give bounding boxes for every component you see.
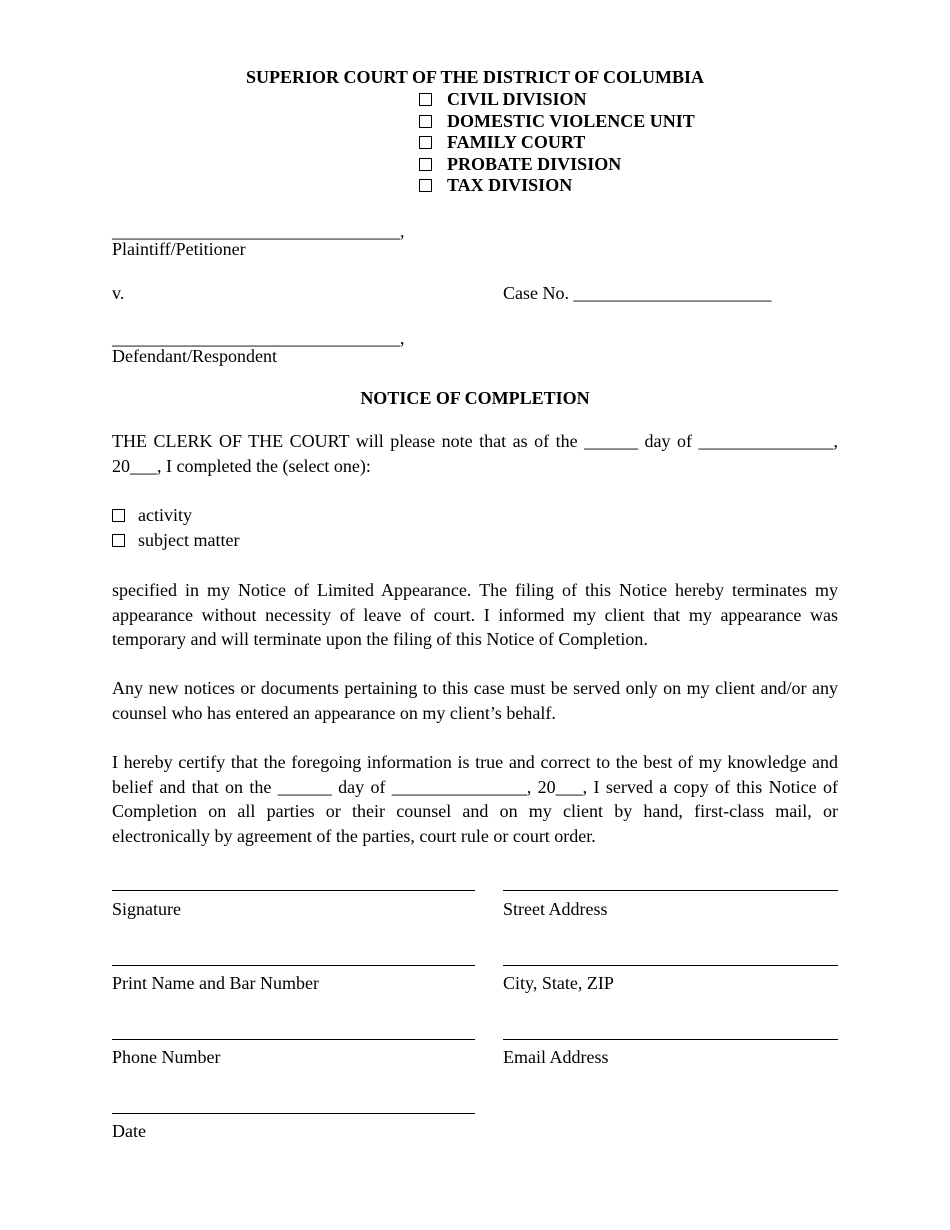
email-label: Email Address [503,1047,609,1067]
case-number-field[interactable]: Case No. ______________________ [503,283,772,303]
division-option-domestic-violence[interactable] [419,111,695,133]
versus-label: v. [112,283,125,303]
print-name-line[interactable] [112,965,475,966]
certification-paragraph: I hereby certify that the foregoing information is true and correct to the best of my knowledge and belief and that on the ______ day of _______________, 20___, I served a copy of this Notice of Completion on all parties or their counsel and on my client by hand, first-class mail, or electronically by agreement of the parties, court rule or court order. [112,752,838,847]
division-option-tax[interactable] [419,175,695,197]
email-line[interactable] [503,1039,838,1040]
option-subject-matter[interactable] [112,528,239,553]
completion-options [112,503,239,553]
option-label: activity [138,505,192,525]
division-option-probate[interactable] [419,154,695,176]
city-state-zip-label: City, State, ZIP [503,973,614,993]
checkbox[interactable] [112,509,125,522]
intro-paragraph: THE CLERK OF THE COURT will please note that as of the ______ day of _______________, 20___, I completed the (select one): [112,431,838,476]
phone-label: Phone Number [112,1047,221,1067]
checkbox[interactable] [112,534,125,547]
signature-label: Signature [112,899,181,919]
division-option-family[interactable] [419,132,695,154]
checkbox[interactable] [419,115,432,128]
plaintiff-label: Plaintiff/Petitioner [112,239,246,259]
checkbox[interactable] [419,158,432,171]
division-option-civil[interactable] [419,89,695,111]
date-label: Date [112,1121,146,1141]
defendant-name-field[interactable]: ________________________________, [112,328,405,348]
division-label: TAX DIVISION [447,175,573,195]
phone-line[interactable] [112,1039,475,1040]
division-label: FAMILY COURT [447,132,586,152]
checkbox[interactable] [419,179,432,192]
notice-title: NOTICE OF COMPLETION [360,388,590,408]
division-checklist [419,89,695,197]
street-address-label: Street Address [503,899,608,919]
signature-line[interactable] [112,890,475,891]
checkbox[interactable] [419,93,432,106]
option-label: subject matter [138,530,240,550]
street-address-line[interactable] [503,890,838,891]
service-paragraph: Any new notices or documents pertaining to this case must be served only on my client and/or any counsel who has entered an appearance on my client’s behalf. [112,678,838,723]
division-label: DOMESTIC VIOLENCE UNIT [447,110,695,131]
plaintiff-name-field[interactable]: ________________________________, [112,221,405,241]
limited-appearance-paragraph: specified in my Notice of Limited Appearance. The filing of this Notice hereby terminates my appearance without necessity of leave of court. I informed my client that my appearance was temporary and will terminate upon the filing of this Notice of Completion. [112,580,838,650]
checkbox[interactable] [419,136,432,149]
division-label: CIVIL DIVISION [447,89,587,109]
print-name-label: Print Name and Bar Number [112,973,319,993]
city-state-zip-line[interactable] [503,965,838,966]
division-label: PROBATE DIVISION [447,153,622,174]
date-line[interactable] [112,1113,475,1114]
defendant-label: Defendant/Respondent [112,346,277,366]
option-activity[interactable] [112,503,239,528]
court-title: SUPERIOR COURT OF THE DISTRICT OF COLUMBIA [245,67,705,87]
